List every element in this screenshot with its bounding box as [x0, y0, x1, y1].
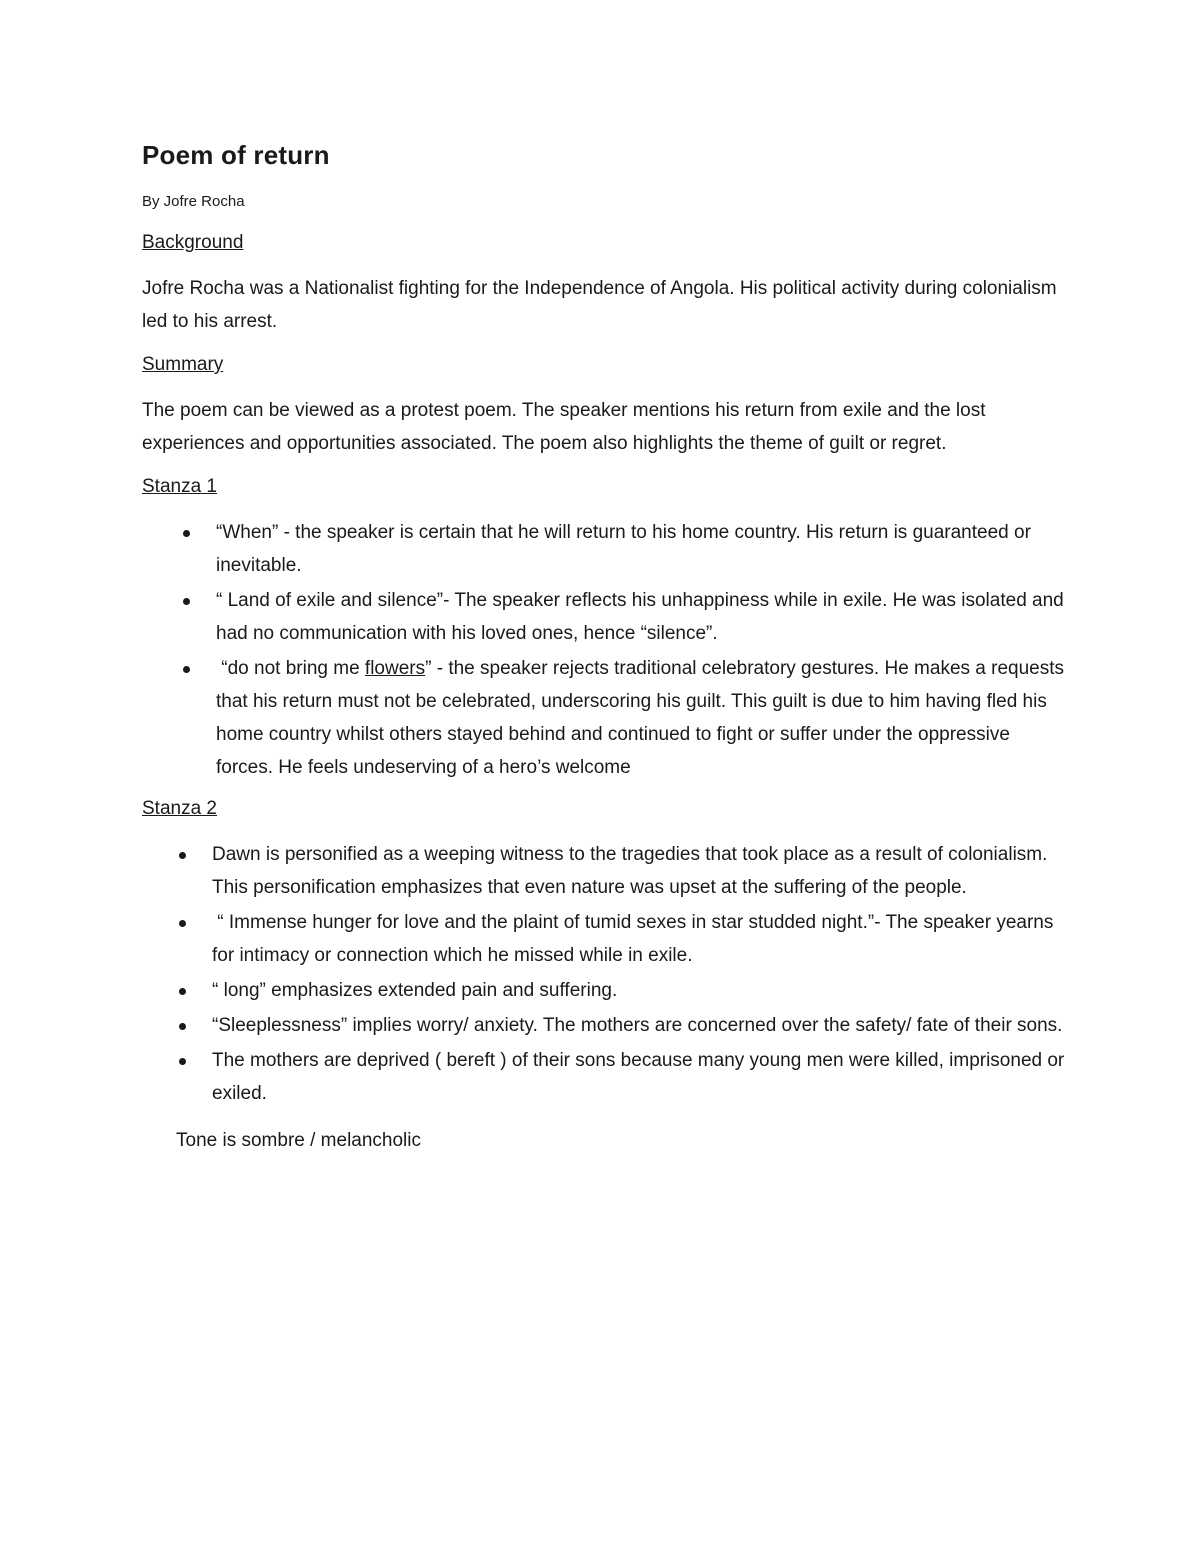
tone-statement: Tone is sombre / melancholic	[176, 1130, 421, 1151]
bullet-icon	[183, 666, 190, 673]
stanza2-section	[142, 798, 1072, 1110]
list-item-text: “ Immense hunger for love and the plaint of tumid sexes in star studded night.”- The speaker yearns for intimacy or connection which he missed while in exile.	[212, 912, 1059, 966]
bullet-icon	[183, 530, 190, 537]
list-item	[216, 516, 1072, 582]
summary-section	[142, 354, 1072, 460]
list-item	[212, 1009, 1072, 1042]
list-item	[212, 906, 1072, 972]
author-byline: By Jofre Rocha	[142, 193, 245, 210]
list-item	[212, 838, 1072, 904]
list-item-text: Dawn is personified as a weeping witness to the tragedies that took place as a result of colonialism. This personification emphasizes that even nature was upset at the suffering of the people.	[212, 844, 1048, 898]
stanza2-heading: Stanza 2	[142, 798, 217, 819]
underlined-word: flowers	[364, 658, 426, 679]
stanza1-heading: Stanza 1	[142, 476, 217, 497]
background-heading: Background	[142, 232, 244, 253]
summary-heading: Summary	[142, 354, 224, 375]
stanza1-section	[142, 476, 1072, 784]
summary-text: The poem can be viewed as a protest poem. The speaker mentions his return from exile and the lost experiences and opportunities associated. The poem also highlights the theme of guilt or regret.	[142, 400, 986, 454]
list-item-text: The mothers are deprived ( bereft ) of their sons because many young men were killed, imprisoned or exiled.	[212, 1050, 1065, 1104]
list-item	[216, 584, 1072, 650]
stanza1-list	[142, 516, 1072, 784]
bullet-icon	[179, 988, 186, 995]
list-item-text-end: ” - the speaker rejects traditional celebratory gestures. He makes a requests that his return must not be celebrated, underscoring his guilt. This guilt is due to him having fled his home country whilst others stayed behind and continued to fight or suffer under the oppressive forces. He feels undeserving of a hero’s welcome	[216, 658, 1065, 778]
bullet-icon	[183, 598, 190, 605]
list-item	[212, 1044, 1072, 1110]
bullet-icon	[179, 920, 186, 927]
list-item-text: “ long” emphasizes extended pain and suffering.	[212, 980, 618, 1001]
list-item-text: “ Land of exile and silence”- The speaker reflects his unhappiness while in exile. He was isolated and had no communication with his loved ones, hence “silence”.	[216, 590, 1064, 644]
background-text: Jofre Rocha was a Nationalist fighting for the Independence of Angola. His political activity during colonialism led to his arrest.	[142, 278, 1057, 332]
list-item	[216, 652, 1072, 784]
bullet-icon	[179, 1023, 186, 1030]
list-item	[212, 974, 1072, 1007]
list-item-text: “Sleeplessness” implies worry/ anxiety. The mothers are concerned over the safety/ fate of their sons.	[212, 1015, 1063, 1036]
document-title: Poem of return	[142, 140, 330, 170]
bullet-icon	[179, 852, 186, 859]
stanza2-list	[142, 838, 1072, 1110]
bullet-icon	[179, 1058, 186, 1065]
list-item-text-start: “do not bring me	[216, 658, 365, 679]
document-page	[142, 140, 1072, 1157]
list-item-text: “When” - the speaker is certain that he will return to his home country. His return is guaranteed or inevitable.	[216, 522, 1031, 576]
background-section	[142, 232, 1072, 338]
